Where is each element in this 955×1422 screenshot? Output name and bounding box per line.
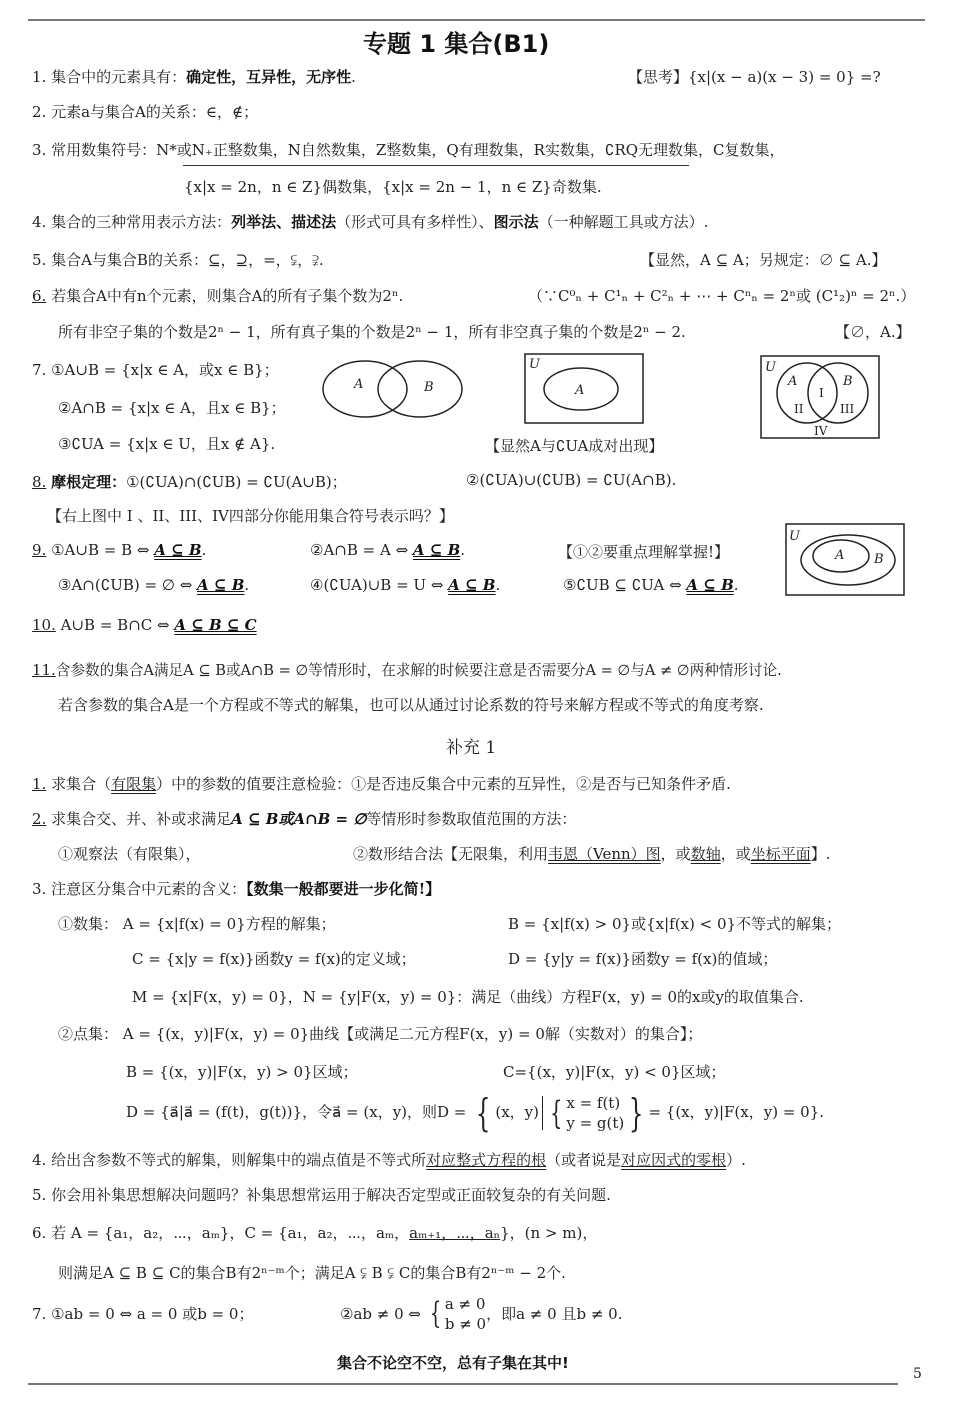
equation: a ≠ 0 <box>444 1295 486 1313</box>
item-text: ，或 <box>660 845 691 863</box>
supp-item-3 <box>32 878 440 899</box>
item-text: （一种解题工具或方法）. <box>538 213 709 231</box>
item-label: 常用数集符号： <box>51 141 157 159</box>
universe-label: U <box>765 360 776 375</box>
formula-answer: A ⊆ B <box>686 576 734 594</box>
page-title: 专题 1 集合(B1) <box>363 30 550 58</box>
supp-item-6 <box>32 1222 597 1243</box>
point-set-d <box>126 1092 824 1133</box>
item-6 <box>32 285 403 306</box>
equation: b ≠ 0 <box>444 1315 487 1333</box>
supp-item-2-option1: ①观察法（有限集）， <box>58 845 201 863</box>
item-underlined: 对应因式的零根 <box>621 1151 727 1169</box>
item-11-line2: 若含参数的集合A是一个方程或不等式的解集，也可以从通过讨论系数的符号来解方程或不等式的角度考察. <box>58 696 764 714</box>
formula: (x，y) <box>495 1103 539 1121</box>
page-number: 5 <box>913 1366 922 1382</box>
venn-regions-diagram <box>760 355 882 441</box>
item-text: 元素a与集合A的关系：∈，∉； <box>51 103 259 121</box>
set-b-label: B <box>843 374 853 389</box>
item-9-line1 <box>32 541 206 559</box>
formula-answer: A ⊆ B ⊆ C <box>174 616 257 634</box>
item-number: 1. <box>32 775 47 793</box>
divider-bar <box>542 1096 543 1130</box>
venn-complement-diagram <box>524 353 646 425</box>
formula: = {(x，y)|F(x，y) = 0}. <box>648 1103 825 1121</box>
item-text: N*或N₊正整数集，N自然数集，Z整数集，Q有理数集，R实数集，∁RQ无理数集，C复数集， <box>156 141 785 159</box>
supp-item-6-line2: 则满足A ⊆ B ⊆ C的集合B有2ⁿ⁻ᵐ个；满足A ⫋ B ⫋ C的集合B有2ⁿ⁻ᵐ − 2个. <box>58 1264 566 1282</box>
set-b-label: B <box>874 552 884 567</box>
region-2-label: II <box>794 402 804 416</box>
point-set-a: ②点集： A = {(x，y)|F(x，y) = 0}曲线【或满足二元方程F(x，y) = 0解（实数对）的集合】； <box>58 1025 703 1043</box>
item-text: 求集合交、并、补或求满足 <box>51 810 232 828</box>
item-2 <box>32 101 258 122</box>
formula: A∪B = B∩C ⇔ <box>60 616 175 634</box>
supp-item-7-formula2 <box>340 1294 622 1334</box>
set-a-label: A <box>575 383 585 398</box>
item-11-line1 <box>32 659 782 680</box>
equation-system <box>566 1093 624 1133</box>
universe-label: U <box>789 529 800 544</box>
item-number: 10. <box>32 616 56 634</box>
item-text: 等情形时参数取值范围的方法： <box>366 810 577 828</box>
item-number: 5. <box>32 251 47 269</box>
point-set-c: C={(x，y)|F(x，y) < 0}区域； <box>503 1063 726 1081</box>
item-text: ，或 <box>720 845 751 863</box>
item-8-formula2: ②(∁UA)∪(∁UB) = ∁U(A∩B). <box>466 471 677 489</box>
supp-item-5 <box>32 1184 611 1205</box>
system-brace: { <box>429 1296 442 1331</box>
formula: D = {a⃗|a⃗ = (f(t)，g(t))}，令a⃗ = (x，y)，则D = <box>126 1103 472 1121</box>
formula: ②A∩B = A ⇔ <box>310 541 413 559</box>
formula-answer: A ⊆ B <box>412 541 461 559</box>
item-text: 集合的三种常用表示方法： <box>51 213 232 231</box>
venn-union-diagram <box>320 358 465 420</box>
number-set-mn: M = {x|F(x，y) = 0}，N = {y|F(x，y) = 0}：满足（曲线）方程F(x，y) = 0的x或y的取值集合. <box>132 988 804 1006</box>
item-text: 若集合A中有n个元素，则集合A的所有子集个数为2ⁿ. <box>51 287 404 305</box>
region-1-label: I <box>819 386 824 400</box>
item-number: 2. <box>32 103 47 121</box>
formula-underlined: aₘ₊₁，⋯，aₙ <box>409 1224 501 1242</box>
item-number: 6. <box>32 1224 47 1242</box>
item-underlined: 数轴 <box>690 845 721 863</box>
item-bold: 图示法 <box>493 213 539 231</box>
item-3 <box>32 139 785 160</box>
item-5-note: 【显然，A ⊆ A；另规定：∅ ⊆ A.】 <box>640 251 887 269</box>
formula: }，(n > m)， <box>500 1224 598 1242</box>
item-9-formula5 <box>563 576 739 594</box>
item-number: 11. <box>32 661 56 679</box>
formula: ，即a ≠ 0 且b ≠ 0. <box>486 1305 623 1323</box>
item-7-line3: ③∁UA = {x|x ∈ U，且x ∉ A}. <box>58 435 276 453</box>
item-9-formula4 <box>310 576 500 594</box>
item-number: 1. <box>32 68 47 86</box>
item-underlined: 对应整式方程的根 <box>426 1151 547 1169</box>
formula: ①(∁UA)∩(∁UB) = ∁U(A∪B)； <box>126 473 347 491</box>
formula: ⑤∁UB ⊆ ∁UA ⇔ <box>563 576 687 594</box>
number-set-d: D = {y|y = f(x)}函数y = f(x)的值域； <box>508 950 778 968</box>
formula: ④(∁UA)∪B = U ⇔ <box>310 576 449 594</box>
formula: ②ab ≠ 0 ⇔ <box>340 1305 426 1323</box>
region-4-label: IV <box>814 424 828 438</box>
item-text: （形式可具有多样性）、 <box>336 213 494 231</box>
item-6-line2: 所有非空子集的个数是2ⁿ − 1，所有真子集的个数是2ⁿ − 1，所有非空真子集的个数是2ⁿ − 2. <box>58 323 686 341</box>
item-number: 6. <box>32 287 47 305</box>
number-set-b: B = {x|f(x) > 0}或{x|f(x) < 0}不等式的解集； <box>508 915 842 933</box>
item-text: 求集合（ <box>51 775 112 793</box>
point-set-b: B = {(x，y)|F(x，y) > 0}区域； <box>126 1063 358 1081</box>
item-text: 】. <box>810 845 831 863</box>
item-text: ）中的参数的值要注意检验：①是否违反集合中元素的互异性，②是否与已知条件矛盾. <box>156 775 731 793</box>
item-9-formula2 <box>310 541 465 559</box>
item-7-line2: ②A∩B = {x|x ∈ A，且x ∈ B}； <box>58 399 286 417</box>
number-set-a: ①数集： A = {x|f(x) = 0}方程的解集； <box>58 915 336 933</box>
item-3-line2: {x|x = 2n，n ∈ Z}偶数集，{x|x = 2n − 1，n ∈ Z}奇数集. <box>184 178 602 196</box>
item-9-note: 【①②要重点理解掌握!】 <box>558 543 730 561</box>
item-6-note: （∵C⁰ₙ + C¹ₙ + C²ₙ + ⋯ + Cⁿₙ = 2ⁿ或 (C¹₂)ⁿ = 2ⁿ.） <box>528 287 916 305</box>
item-bold: 列举法、描述法 <box>231 213 337 231</box>
item-9-formula3 <box>58 576 249 594</box>
number-set-c: C = {x|y = f(x)}函数y = f(x)的定义域； <box>132 950 416 968</box>
item-text: （或者说是 <box>546 1151 622 1169</box>
item-7-note: 【显然A与∁UA成对出现】 <box>485 437 664 455</box>
formula-end: . <box>495 576 501 594</box>
equation: y = g(t) <box>566 1114 625 1132</box>
set-a-label: A <box>354 377 364 392</box>
formula-answer: A ⊆ B <box>448 576 496 594</box>
item-end: . <box>351 68 356 86</box>
formula: ①ab = 0 ⇔ a = 0 或b = 0； <box>51 1305 254 1323</box>
left-brace: { <box>475 1091 491 1135</box>
item-7-line1 <box>32 359 279 380</box>
item-number: 2. <box>32 810 47 828</box>
supp-item-1 <box>32 773 731 794</box>
equation: x = f(t) <box>566 1094 621 1112</box>
item-number: 3. <box>32 880 47 898</box>
item-text: 集合A与集合B的关系：⊆，⊇，=，⫋，⫌. <box>51 251 324 269</box>
item-underlined: 有限集 <box>111 775 157 793</box>
item-number: 8. <box>32 473 47 491</box>
item-number: 7. <box>32 1305 47 1323</box>
formula-end: . <box>733 576 739 594</box>
item-text: ①A∪B = {x|x ∈ A，或x ∈ B}； <box>51 361 279 379</box>
supp-item-2-option2 <box>353 843 831 864</box>
supp-item-7 <box>32 1303 253 1324</box>
item-underlined: 坐标平面 <box>750 845 811 863</box>
set-b-label: B <box>424 380 434 395</box>
system-brace: { <box>550 1094 563 1132</box>
underline-rule <box>183 165 689 166</box>
item-text: 你会用补集思想解决问题吗？补集思想常运用于解决否定型或正面较复杂的有关问题. <box>51 1186 611 1204</box>
item-text: ）. <box>726 1151 746 1169</box>
item-8 <box>32 471 347 492</box>
item-text: ②数形结合法【无限集，利用 <box>353 845 549 863</box>
venn-subset-diagram <box>785 523 907 597</box>
equation-system <box>445 1294 486 1334</box>
item-number: 4. <box>32 1151 47 1169</box>
item-underlined: 韦恩（Venn）图 <box>548 845 661 863</box>
item-6-note2: 【∅，A.】 <box>835 323 911 341</box>
formula: ③A∩(∁UB) = ∅ ⇔ <box>58 576 198 594</box>
supp-item-4 <box>32 1149 746 1170</box>
formula-end: . <box>460 541 466 559</box>
item-4 <box>32 211 708 232</box>
item-text: 给出含参数不等式的解集，则解集中的端点值是不等式所 <box>51 1151 427 1169</box>
top-rule <box>28 19 925 21</box>
formula-answer: A ⊆ B <box>154 541 202 559</box>
formula-end: . <box>244 576 250 594</box>
item-1 <box>32 66 356 87</box>
item-10 <box>32 616 257 634</box>
region-3-label: III <box>840 402 855 416</box>
formula-answer: A ⊆ B <box>197 576 245 594</box>
footer-motto: 集合不论空不空，总有子集在其中! <box>337 1354 569 1372</box>
item-8-note: 【右上图中 I 、II、III、IV四部分你能用集合符号表示吗？】 <box>47 507 454 525</box>
bottom-rule <box>28 1383 898 1385</box>
supp-item-2 <box>32 808 576 829</box>
item-bold: 确定性，互异性，无序性 <box>186 68 352 86</box>
formula: 若 A = {a₁，a₂，⋯，aₘ}，C = {a₁，a₂，⋯，aₘ， <box>51 1224 410 1242</box>
item-bold: A ⊆ B或A∩B = ∅ <box>231 810 367 828</box>
item-number: 7. <box>32 361 47 379</box>
think-note: 【思考】{x|(x − a)(x − 3) = 0} =? <box>628 68 881 86</box>
right-brace: } <box>629 1091 644 1135</box>
item-bold: 【数集一般都要进一步化简!】 <box>246 880 441 898</box>
formula-end: . <box>201 541 207 559</box>
supplement-title: 补充 1 <box>446 738 497 758</box>
item-number: 4. <box>32 213 47 231</box>
item-text: 含参数的集合A满足A ⊆ B或A∩B = ∅等情形时，在求解的时候要注意是否需要分A = ∅与A ≠ ∅两种情形讨论. <box>55 662 782 679</box>
universe-label: U <box>529 357 540 372</box>
item-text: 注意区分集合中元素的含义： <box>51 880 247 898</box>
item-number: 5. <box>32 1186 47 1204</box>
formula: ①A∪B = B ⇔ <box>51 541 155 559</box>
set-a-label: A <box>788 374 798 389</box>
item-number: 3. <box>32 141 47 159</box>
item-5 <box>32 249 324 270</box>
item-text: 集合中的元素具有： <box>51 68 187 86</box>
item-label: 摩根定理： <box>51 473 127 491</box>
set-a-label: A <box>835 548 845 563</box>
item-number: 9. <box>32 541 47 559</box>
